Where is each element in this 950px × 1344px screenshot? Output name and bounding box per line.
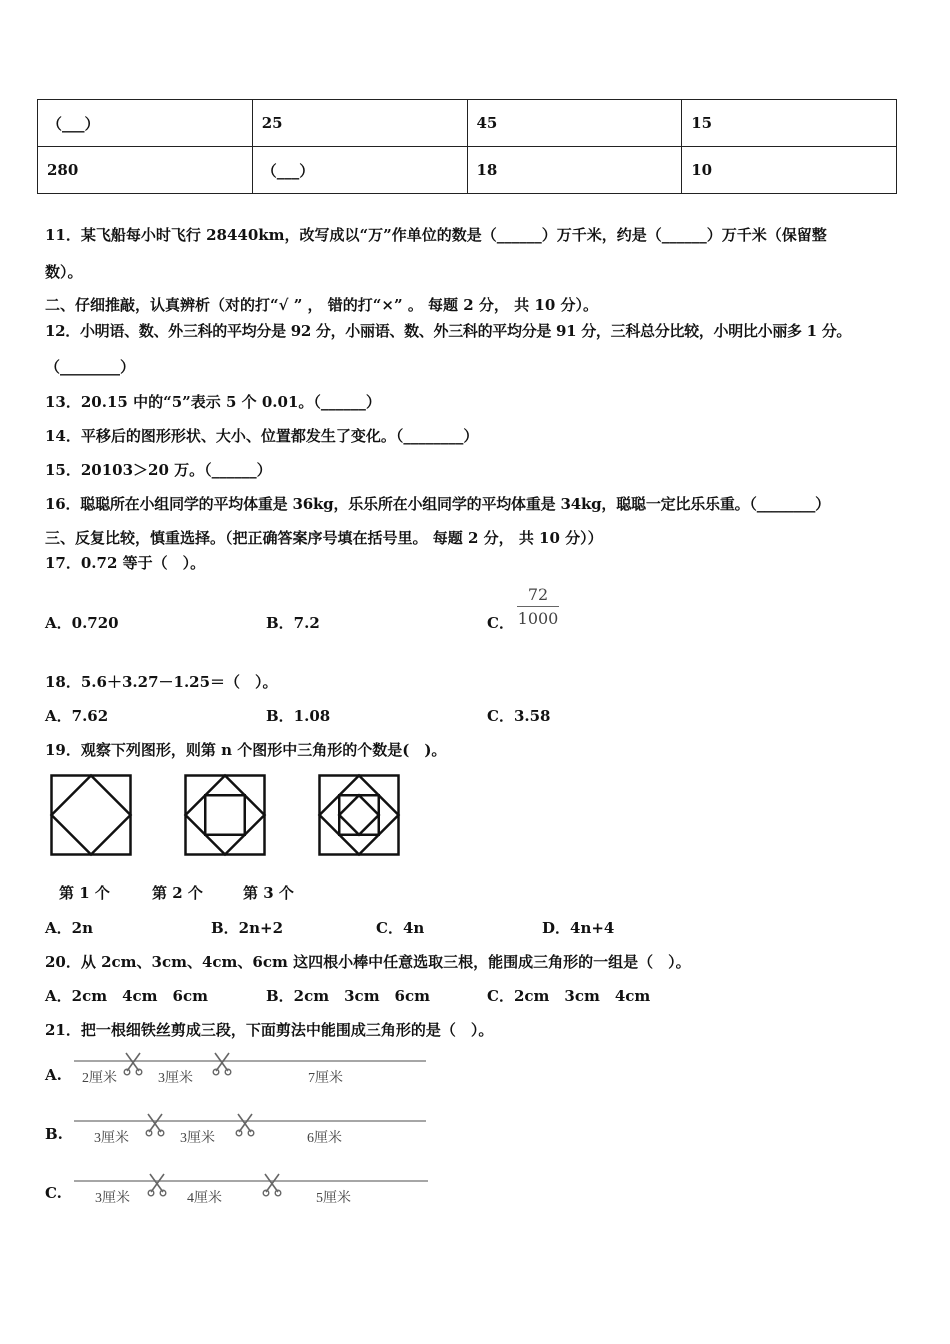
fraction-denominator: 1000 bbox=[517, 609, 559, 628]
question-14: 14．平移后的图形形状、大小、位置都发生了变化。（________） bbox=[45, 427, 479, 445]
scissors-icon bbox=[145, 1113, 165, 1137]
question-18: 18．5.6＋3.27－1.25＝（ ）。 bbox=[45, 673, 278, 691]
fraction-numerator: 72 bbox=[517, 585, 559, 607]
table-cell: （___） bbox=[38, 100, 253, 147]
option-a: A．0.720 bbox=[45, 614, 119, 632]
option-d: D．4n+4 bbox=[542, 919, 615, 937]
table-row bbox=[38, 100, 897, 147]
option-a: A．2cm 4cm 6cm bbox=[45, 987, 208, 1005]
section-3-heading: 三、反复比较，慎重选择。（把正确答案序号填在括号里。 每题 2 分， 共 10 分）） bbox=[45, 529, 603, 547]
question-15: 15．20103＞20 万。（______） bbox=[45, 461, 272, 479]
question-16: 16．聪聪所在小组同学的平均体重是 36kg，乐乐所在小组同学的平均体重是 34kg，聪聪一定比乐乐重。（________） bbox=[45, 495, 830, 513]
scissors-icon bbox=[212, 1052, 232, 1076]
question-21: 21．把一根细铁丝剪成三段，下面剪法中能围成三角形的是（ ）。 bbox=[45, 1021, 494, 1039]
option-b: B．2cm 3cm 6cm bbox=[266, 987, 431, 1005]
section-2-heading: 二、仔细推敲，认真辨析（对的打“√ ” ， 错的打“×” 。 每题 2 分， 共 10 分）。 bbox=[45, 296, 598, 314]
table-cell: 280 bbox=[38, 147, 253, 194]
question-11-line-1: 11．某飞船每小时飞行 28440km，改写成以“万”作单位的数是（______）万千米，约是（______）万千米（保留整 bbox=[45, 226, 827, 244]
question-17: 17．0.72 等于（ ）。 bbox=[45, 554, 206, 572]
option-b-label: B. bbox=[45, 1125, 63, 1143]
option-b: B．7.2 bbox=[266, 614, 320, 632]
scissors-icon bbox=[147, 1173, 167, 1197]
segment-length-label: 3厘米 bbox=[94, 1131, 129, 1146]
segment-length-label: 3厘米 bbox=[158, 1071, 193, 1086]
option-c: C． bbox=[487, 614, 514, 632]
table-cell: 15 bbox=[682, 100, 897, 147]
question-20: 20．从 2cm、3cm、4cm、6cm 这四根小棒中任意选取三根，能围成三角形的一组是（ ）。 bbox=[45, 953, 691, 971]
segment-length-label: 6厘米 bbox=[307, 1131, 342, 1146]
figure-1-label: 第 1 个 bbox=[59, 884, 110, 902]
segment-length-label: 7厘米 bbox=[308, 1071, 343, 1086]
question-19: 19．观察下列图形，则第 n 个图形中三角形的个数是( )。 bbox=[45, 741, 447, 759]
table-cell: 25 bbox=[252, 100, 467, 147]
question-11-line-2: 数）。 bbox=[45, 263, 83, 281]
figure-3-label: 第 3 个 bbox=[243, 884, 294, 902]
option-c-label: C. bbox=[45, 1184, 62, 1202]
option-b: B．2n+2 bbox=[211, 919, 284, 937]
option-c: C．3.58 bbox=[487, 707, 551, 725]
segment-length-label: 3厘米 bbox=[95, 1191, 130, 1206]
segment-length-label: 5厘米 bbox=[316, 1191, 351, 1206]
segment-length-label: 4厘米 bbox=[187, 1191, 222, 1206]
question-12-line-1: 12．小明语、数、外三科的平均分是 92 分，小丽语、数、外三科的平均分是 91 分，三科总分比较，小明比小丽多 1 分。 bbox=[45, 322, 852, 340]
table-cell: 45 bbox=[467, 100, 682, 147]
figure-1 bbox=[50, 774, 132, 856]
option-c: C．2cm 3cm 4cm bbox=[487, 987, 651, 1005]
option-b: B．1.08 bbox=[266, 707, 331, 725]
segment-length-label: 2厘米 bbox=[82, 1071, 117, 1086]
question-13: 13．20.15 中的“5”表示 5 个 0.01。（______） bbox=[45, 393, 381, 411]
segment-length-label: 3厘米 bbox=[180, 1131, 215, 1146]
option-c: C．4n bbox=[376, 919, 425, 937]
option-a: A．7.62 bbox=[45, 707, 109, 725]
table-cell: 10 bbox=[682, 147, 897, 194]
answer-table bbox=[37, 99, 897, 194]
scissors-icon bbox=[262, 1173, 282, 1197]
table-row bbox=[38, 147, 897, 194]
table-cell: （___） bbox=[252, 147, 467, 194]
scissors-icon bbox=[235, 1113, 255, 1137]
scissors-icon bbox=[123, 1052, 143, 1076]
figure-2-label: 第 2 个 bbox=[152, 884, 203, 902]
fraction bbox=[517, 585, 559, 628]
figure-3 bbox=[318, 774, 400, 856]
option-a-label: A. bbox=[45, 1066, 62, 1084]
question-12-line-2: （________） bbox=[45, 358, 136, 376]
figure-2 bbox=[184, 774, 266, 856]
option-a: A．2n bbox=[45, 919, 93, 937]
table-cell: 18 bbox=[467, 147, 682, 194]
